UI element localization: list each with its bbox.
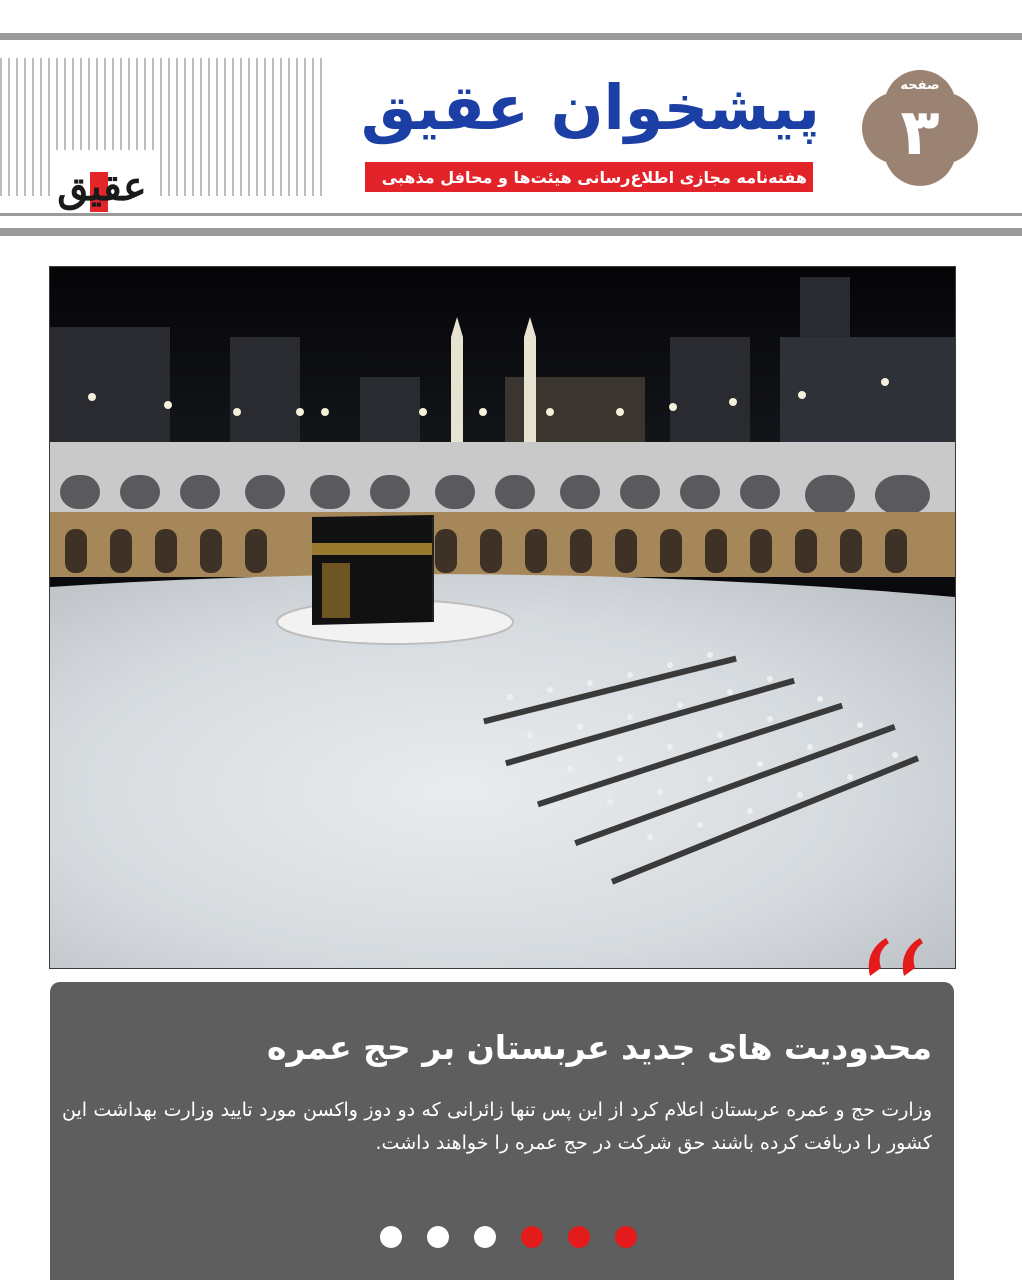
page-number: ۳ — [900, 96, 940, 170]
pagination-dot[interactable] — [615, 1226, 637, 1248]
brand-stripes — [0, 58, 326, 210]
kaaba-photo-illustration — [50, 267, 955, 968]
article-photo[interactable] — [49, 266, 956, 969]
pagination-dots — [380, 1226, 637, 1250]
logo-text: عقیق — [57, 162, 147, 210]
pagination-dot[interactable] — [427, 1226, 449, 1248]
publication-title: پیشخوان عقیق — [360, 70, 820, 144]
subtitle-bar — [365, 162, 813, 192]
page-label: صفحه — [900, 78, 940, 93]
article-card — [50, 982, 954, 1280]
logo[interactable] — [50, 150, 154, 222]
masthead — [360, 64, 820, 150]
publication-subtitle: هفته‌نامه مجازی اطلاع‌رسانی هیئت‌ها و محافل مذهبی — [381, 167, 807, 187]
header-rule-thick — [0, 228, 1022, 236]
pagination-dot[interactable] — [380, 1226, 402, 1248]
article-title: محدودیت های جدید عربستان بر حج عمره — [266, 1028, 932, 1067]
page-number-badge — [858, 66, 982, 190]
top-rule — [0, 33, 1022, 40]
pagination-dot[interactable] — [521, 1226, 543, 1248]
pagination-dot[interactable] — [568, 1226, 590, 1248]
article-body: وزارت حج و عمره عربستان اعلام کرد از این پس تنها زائرانی که دو دوز واکسن مورد تایید وزارت بهداشت این کشور را دریافت کرده باشند حق شرکت در حج عمره را خواهند داشت. — [62, 1099, 932, 1154]
header-rule-thin — [0, 213, 1022, 216]
pagination-dot[interactable] — [474, 1226, 496, 1248]
